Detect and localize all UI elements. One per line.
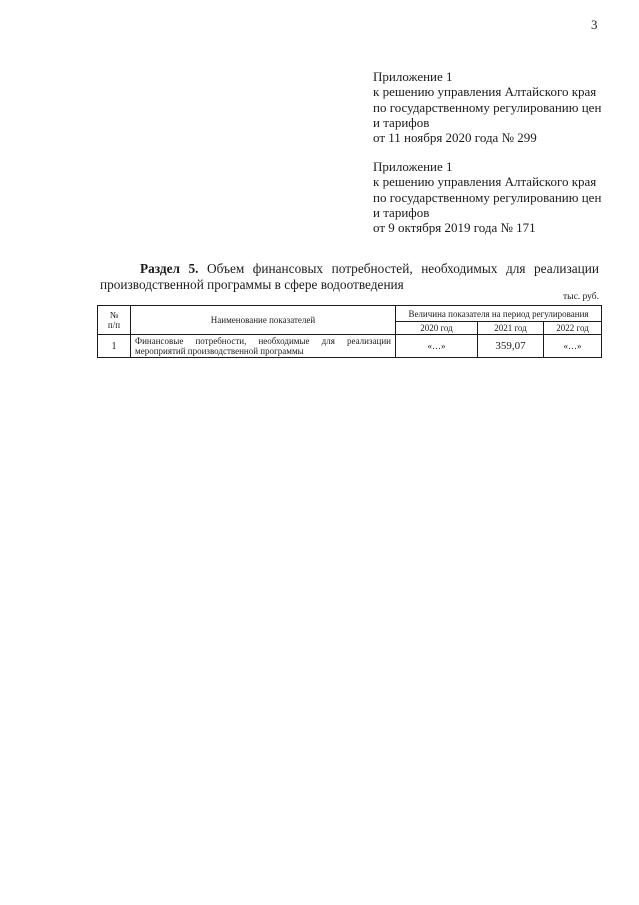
- section-heading: [100, 261, 599, 292]
- value-2021: 359,07: [478, 335, 544, 358]
- header-number-symbol: №: [109, 310, 119, 320]
- appendix-title: Приложение 1: [373, 159, 453, 174]
- header-year-2020: 2020 год: [396, 322, 478, 335]
- header-number: [98, 306, 131, 335]
- header-year-2022: 2022 год: [544, 322, 602, 335]
- unit-label: тыс. руб.: [563, 292, 599, 302]
- appendix-line: и тарифов: [373, 114, 430, 130]
- appendix-line: по государственному регулированию цен: [373, 189, 602, 205]
- appendix-title: Приложение 1: [373, 69, 453, 84]
- appendix-block-original: [373, 159, 601, 235]
- header-indicator-name: Наименование показателей: [131, 306, 396, 335]
- header-number-abbr: п/п: [107, 320, 121, 330]
- appendix-line: к решению управления Алтайского края: [373, 174, 597, 190]
- appendix-line: по государственному регулированию цен: [373, 99, 602, 115]
- appendix-line: и тарифов: [373, 204, 430, 220]
- financial-needs-table: [97, 305, 602, 358]
- section-title: Объем финансовых потребностей, необходимых для реализации производственной программы в сфере водоотведения: [100, 261, 599, 292]
- row-indicator-name: Финансовые потребности, необходимые для реализации мероприятий производственной программы: [131, 335, 396, 358]
- header-year-2021: 2021 год: [478, 322, 544, 335]
- page-number: 3: [591, 17, 598, 32]
- value-2022: «…»: [544, 335, 602, 358]
- value-2020: «…»: [396, 335, 478, 358]
- appendix-date-number: от 9 октября 2019 года № 171: [373, 220, 536, 236]
- header-period: Величина показателя на период регулирования: [396, 306, 602, 322]
- appendix-date-number: от 11 ноября 2020 года № 299: [373, 130, 537, 146]
- appendix-line: к решению управления Алтайского края: [373, 84, 597, 100]
- appendix-block-current: [373, 69, 601, 145]
- table-row: [98, 335, 602, 358]
- table-header-row: [98, 306, 602, 322]
- section-label: Раздел 5.: [140, 261, 199, 276]
- row-number: 1: [98, 335, 131, 358]
